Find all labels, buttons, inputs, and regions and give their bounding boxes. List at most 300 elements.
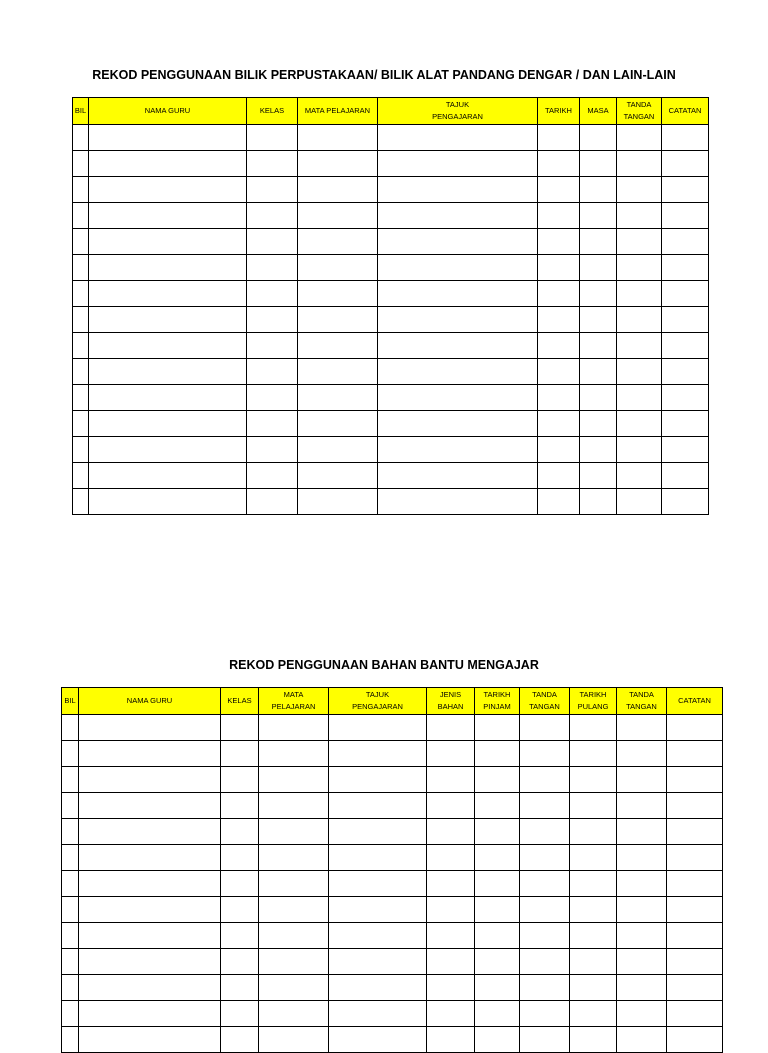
table-cell [580,489,617,515]
table-cell [475,793,520,819]
table-cell [538,463,580,489]
table-cell [89,411,247,437]
table-cell [538,385,580,411]
table-cell [378,203,538,229]
table-cell [259,923,329,949]
table-cell [538,151,580,177]
table-cell [378,385,538,411]
table-cell [259,949,329,975]
header-catatan: CATATAN [667,688,723,715]
table-cell [329,793,427,819]
table-cell [617,203,662,229]
table-cell [73,229,89,255]
table-cell [79,923,221,949]
table-cell [580,125,617,151]
table-cell [259,819,329,845]
teaching-aid-record-body [62,715,723,1053]
table-cell [79,1027,221,1053]
table-cell [221,819,259,845]
library-record-table [72,97,709,515]
table-cell [79,793,221,819]
table-cell [329,949,427,975]
table-cell [667,793,723,819]
table-cell [247,359,298,385]
header-tarikh-pinjam: TARIKH PINJAM [475,688,520,715]
table-row [73,489,709,515]
table-cell [298,333,378,359]
table-cell [73,203,89,229]
table-cell [570,1027,617,1053]
table-cell [259,793,329,819]
table-cell [617,715,667,741]
table-cell [89,333,247,359]
table-cell [580,281,617,307]
table-cell [79,949,221,975]
table-cell [617,411,662,437]
table-cell [247,151,298,177]
table-cell [378,411,538,437]
table-cell [662,307,709,333]
table-cell [89,255,247,281]
table-cell [298,125,378,151]
table-cell [89,437,247,463]
table-row [62,975,723,1001]
table-cell [329,1001,427,1027]
table-cell [667,819,723,845]
table-cell [329,975,427,1001]
table-cell [617,281,662,307]
table-cell [221,793,259,819]
table-cell [617,333,662,359]
table-cell [580,359,617,385]
table-cell [259,767,329,793]
table-cell [89,177,247,203]
table-cell [580,463,617,489]
table-cell [73,463,89,489]
table-cell [221,923,259,949]
table-row [73,177,709,203]
table-cell [329,767,427,793]
table-cell [259,1027,329,1053]
table-cell [580,229,617,255]
table-cell [73,281,89,307]
table-row [73,281,709,307]
table-cell [89,489,247,515]
table-cell [520,715,570,741]
table-cell [247,463,298,489]
table-cell [247,203,298,229]
table-header-row [73,98,709,125]
table-row [73,151,709,177]
table-cell [247,307,298,333]
table-cell [580,385,617,411]
header-bil: BIL [73,98,89,125]
table-cell [62,819,79,845]
table-cell [427,741,475,767]
table-cell [221,1027,259,1053]
header-nama-guru: NAMA GURU [89,98,247,125]
table-cell [62,975,79,1001]
table-cell [62,949,79,975]
table-cell [247,437,298,463]
table-cell [247,281,298,307]
table-cell [570,819,617,845]
table-cell [667,897,723,923]
table-cell [73,177,89,203]
table-cell [617,897,667,923]
table-cell [221,871,259,897]
table-cell [570,715,617,741]
table-cell [378,437,538,463]
table-cell [79,871,221,897]
table-cell [617,359,662,385]
table-cell [247,489,298,515]
table-cell [79,897,221,923]
table-row [73,307,709,333]
table-cell [89,203,247,229]
table-row [62,923,723,949]
table-cell [617,1001,667,1027]
table-cell [662,359,709,385]
table-cell [475,715,520,741]
table-cell [538,437,580,463]
table-cell [62,1027,79,1053]
table-cell [667,871,723,897]
table-cell [617,741,667,767]
table-row [73,333,709,359]
table-cell [221,949,259,975]
table-cell [427,897,475,923]
header-tajuk-pengajaran: TAJUK PENGAJARAN [378,98,538,125]
table-cell [662,151,709,177]
table-cell [259,975,329,1001]
table-cell [662,255,709,281]
table-cell [73,359,89,385]
table-row [62,767,723,793]
table-cell [62,1001,79,1027]
table-cell [667,1001,723,1027]
table-cell [378,125,538,151]
table-cell [62,923,79,949]
table-cell [298,255,378,281]
table-cell [617,819,667,845]
table-row [73,463,709,489]
table-cell [221,741,259,767]
table-cell [89,385,247,411]
table-cell [520,793,570,819]
table-row [62,819,723,845]
table-cell [62,845,79,871]
table-row [62,715,723,741]
table-cell [617,949,667,975]
table-cell [378,333,538,359]
table-cell [89,125,247,151]
table-cell [89,463,247,489]
table-row [73,385,709,411]
table-cell [378,463,538,489]
table-cell [79,819,221,845]
table-cell [570,949,617,975]
table-cell [329,1027,427,1053]
table-cell [667,923,723,949]
table-cell [247,411,298,437]
table-row [62,845,723,871]
table-cell [259,1001,329,1027]
table-cell [617,229,662,255]
table-cell [617,793,667,819]
table-cell [427,949,475,975]
table-cell [617,463,662,489]
table-row [62,1027,723,1053]
table-cell [221,897,259,923]
table-cell [427,767,475,793]
table-cell [538,489,580,515]
table-cell [580,255,617,281]
table-cell [520,1001,570,1027]
table-cell [570,845,617,871]
table-cell [221,975,259,1001]
table-cell [662,281,709,307]
table-cell [662,385,709,411]
table-cell [329,871,427,897]
table-cell [580,333,617,359]
table-cell [570,871,617,897]
table-cell [73,437,89,463]
table-cell [667,741,723,767]
table-cell [247,255,298,281]
table-cell [520,871,570,897]
table-cell [427,715,475,741]
table-cell [298,177,378,203]
table-cell [79,975,221,1001]
table-cell [329,897,427,923]
table-row [73,229,709,255]
table-cell [617,177,662,203]
table-cell [662,203,709,229]
table-cell [298,151,378,177]
table-cell [475,897,520,923]
table-cell [329,923,427,949]
table-cell [73,307,89,333]
table-cell [617,437,662,463]
table-cell [73,125,89,151]
table-cell [475,819,520,845]
table-cell [580,437,617,463]
table-header-row [62,688,723,715]
table-row [62,949,723,975]
table-row [62,793,723,819]
table-cell [298,463,378,489]
library-record-title: REKOD PENGGUNAAN BILIK PERPUSTAKAAN/ BILIK ALAT PANDANG DENGAR / DAN LAIN-LAIN [92,68,676,82]
table-cell [662,437,709,463]
library-record-body [73,125,709,515]
table-cell [617,871,667,897]
table-cell [221,845,259,871]
table-cell [475,949,520,975]
table-cell [617,307,662,333]
table-cell [667,845,723,871]
table-cell [378,281,538,307]
header-jenis-bahan: JENIS BAHAN [427,688,475,715]
table-cell [662,463,709,489]
table-cell [89,307,247,333]
table-cell [329,741,427,767]
table-cell [520,741,570,767]
table-cell [617,767,667,793]
table-cell [247,385,298,411]
table-cell [62,897,79,923]
table-cell [475,975,520,1001]
table-cell [247,229,298,255]
table-cell [89,359,247,385]
header-bil: BIL [62,688,79,715]
table-row [73,255,709,281]
table-cell [298,411,378,437]
table-cell [662,489,709,515]
header-tanda-tangan: TANDA TANGAN [617,98,662,125]
table-cell [538,359,580,385]
table-cell [570,975,617,1001]
table-cell [79,767,221,793]
table-cell [617,125,662,151]
table-cell [667,767,723,793]
teaching-aid-record-table [61,687,723,1053]
table-cell [475,871,520,897]
table-cell [520,767,570,793]
table-cell [79,1001,221,1027]
table-cell [662,229,709,255]
header-nama-guru: NAMA GURU [79,688,221,715]
table-cell [247,125,298,151]
header-tarikh-pulang: TARIKH PULANG [570,688,617,715]
table-cell [570,741,617,767]
table-cell [259,897,329,923]
table-cell [259,741,329,767]
table-cell [617,151,662,177]
table-cell [298,229,378,255]
table-cell [259,871,329,897]
table-cell [298,203,378,229]
table-cell [662,125,709,151]
table-cell [538,255,580,281]
header-catatan: CATATAN [662,98,709,125]
table-cell [329,819,427,845]
table-cell [667,949,723,975]
table-cell [73,489,89,515]
table-cell [247,177,298,203]
table-cell [520,975,570,1001]
table-cell [329,845,427,871]
table-cell [475,1027,520,1053]
header-mata-pelajaran: MATA PELAJARAN [298,98,378,125]
table-cell [378,151,538,177]
table-cell [520,923,570,949]
header-kelas: KELAS [221,688,259,715]
table-cell [298,281,378,307]
table-cell [79,845,221,871]
header-tajuk-pengajaran: TAJUK PENGAJARAN [329,688,427,715]
table-cell [298,385,378,411]
table-cell [427,1027,475,1053]
table-cell [73,333,89,359]
table-cell [378,177,538,203]
table-cell [378,229,538,255]
table-cell [475,923,520,949]
table-cell [89,229,247,255]
table-cell [79,741,221,767]
table-row [62,741,723,767]
table-cell [662,411,709,437]
table-cell [427,1001,475,1027]
table-cell [298,307,378,333]
table-cell [538,125,580,151]
table-cell [617,975,667,1001]
table-cell [378,359,538,385]
table-cell [427,975,475,1001]
table-cell [298,437,378,463]
table-cell [259,845,329,871]
table-row [62,871,723,897]
table-cell [79,715,221,741]
table-cell [475,845,520,871]
header-kelas: KELAS [247,98,298,125]
table-cell [570,767,617,793]
table-cell [427,923,475,949]
table-cell [73,385,89,411]
table-cell [89,151,247,177]
table-cell [62,793,79,819]
table-cell [298,359,378,385]
table-cell [427,871,475,897]
table-cell [520,949,570,975]
table-cell [73,411,89,437]
header-mata-pelajaran: MATA PELAJARAN [259,688,329,715]
table-cell [259,715,329,741]
table-row [73,411,709,437]
table-cell [617,845,667,871]
table-cell [617,489,662,515]
table-cell [538,177,580,203]
table-cell [538,203,580,229]
table-cell [427,819,475,845]
table-cell [378,307,538,333]
table-cell [538,333,580,359]
table-cell [617,385,662,411]
table-cell [427,845,475,871]
table-cell [475,1001,520,1027]
table-cell [538,229,580,255]
table-cell [570,1001,617,1027]
table-cell [520,819,570,845]
table-cell [662,177,709,203]
table-row [73,359,709,385]
table-row [73,203,709,229]
table-row [73,125,709,151]
header-tarikh: TARIKH [538,98,580,125]
table-cell [667,975,723,1001]
table-cell [580,411,617,437]
table-cell [617,255,662,281]
table-cell [329,715,427,741]
table-cell [570,793,617,819]
header-tanda-tangan-2: TANDA TANGAN [617,688,667,715]
table-cell [580,177,617,203]
table-row [62,897,723,923]
table-cell [580,203,617,229]
table-cell [667,1027,723,1053]
table-cell [247,333,298,359]
table-cell [580,151,617,177]
